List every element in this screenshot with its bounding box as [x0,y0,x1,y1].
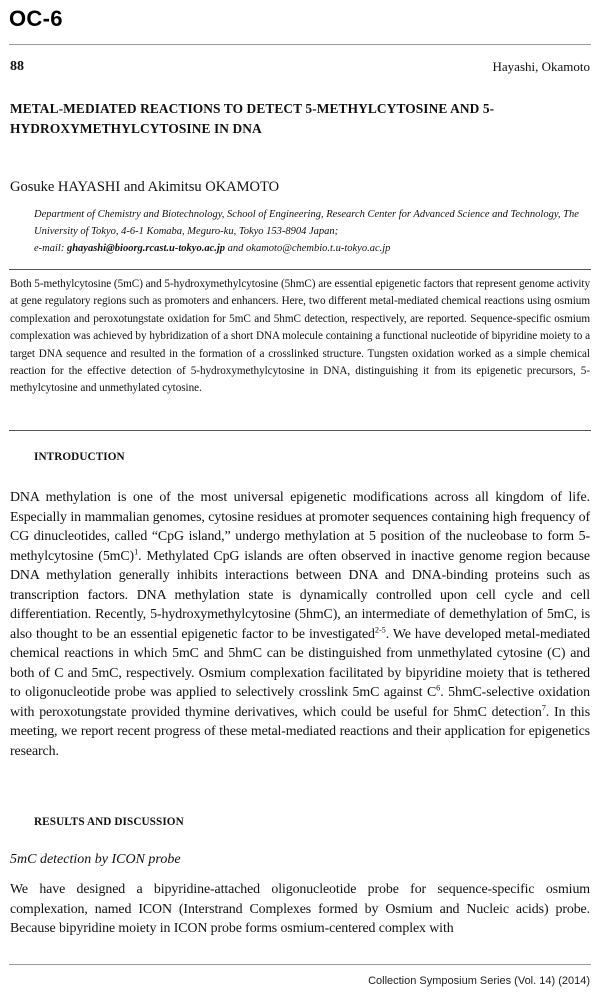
affiliation-block [34,206,590,257]
footer-series: Collection Symposium Series (Vol. 14) (2014) [368,975,590,987]
page-number: 88 [10,59,24,74]
footer-rule [9,964,591,965]
introduction-paragraph [10,488,590,761]
citation-1: 1 [134,546,139,556]
abstract-bottom-rule [9,430,591,431]
results-heading: RESULTS AND DISCUSSION [34,816,184,828]
results-paragraph: We have designed a bipyridine-attached oligonucleotide probe for sequence-specific osmium complexation, named ICON (Interstrand Complexes formed by Osmium and Nucleic acids) probe. Because bipyridine moiety in ICON probe forms osmium-centered complex with [10,882,590,936]
intro-text-1: DNA methylation is one of the most universal epigenetic modifications across all kingdom of life. Especially in mammalian genomes, cytosine residues at promoter sequences containing high frequency of CG dinucleotides, called “CpG island,” undergo methylation at 5 position of the nucleobase to form 5-methylcytosine (5mC) [10,490,590,564]
header-rule [9,44,591,45]
citation-7: 7 [541,702,546,712]
results-subheading: 5mC detection by ICON probe [10,852,181,867]
intro-text-3: . We have developed metal-mediated chemical reactions in which 5mC and 5hmC can be distinguished from unmethylated cytosine (C) and both of C and 5mC, respectively. Osmium complexation facilitated by bipyridine moiety that is tethered to oligonucleotide probe was applied to selectively crosslink 5mC against C [10,626,590,700]
citation-2-5: 2-5 [374,624,386,634]
introduction-heading: INTRODUCTION [34,451,125,463]
abstract-top-rule [9,269,591,270]
running-head: Hayashi, Okamoto [492,59,590,74]
email-prefix: e-mail: [34,243,67,254]
affiliation: Department of Chemistry and Biotechnology, School of Engineering, Research Center for Advanced Science and Technology, The University of Tokyo, 4-6-1 Komaba, Meguro-ku, Tokyo 153-8904 Japan; [34,209,579,237]
intro-text-5: . In this meeting, we report recent progress of these metal-mediated reactions and their application for epigenetics research. [10,704,590,759]
email-link-hayashi[interactable]: ghayashi@bioorg.rcast.u-tokyo.ac.jp [66,243,226,254]
email-link-okamoto[interactable]: okamoto@chembio.t.u-tokyo.ac.jp [246,243,391,254]
paper-title: METAL-MEDIATED REACTIONS TO DETECT 5-METHYLCYTOSINE AND 5-HYDROXYMETHYLCYTOSINE IN DNA [10,101,495,136]
authors: Gosuke HAYASHI and Akimitsu OKAMOTO [10,179,280,195]
abstract: Both 5-methylcytosine (5mC) and 5-hydroxymethylcytosine (5hmC) are essential epigenetic factors that represent genome activity at gene regulatory regions such as promoters and enhancers. Here, two different metal-mediated chemical reactions using osmium complexation and peroxotungstate oxidation for 5mC and 5hmC detection, respectively, are reported. Sequence-specific osmium complexation was achieved by hybridization of a short DNA molecule containing a functional nucleotide of bipyridine moiety to a target DNA sequence and resulted in the formation of a crosslinked structure. Tungsten oxidation worked as a simple chemical reaction for the effective detection of 5-hydroxymethylcytosine in DNA, distinguishing it from its epigenetic precursors, 5-methylcytosine and unmethylated cytosine. [10,278,590,395]
citation-6: 6 [436,683,441,693]
email-join: and [225,243,247,254]
intro-text-4: . 5hmC-selective oxidation with peroxotungstate provided thymine derivatives, which could be useful for 5hmC detection [10,685,591,720]
proceedings-code: OC-6 [9,6,63,31]
intro-text-2: . Methylated CpG islands are often observed in inactive genome region because DNA methylation generally inhibits interactions between DNA and DNA-binding proteins such as transcription factors. DNA methylation state is dynamically controlled upon cell cycle and cell differentiation. Recently, 5-hydroxymethylcytosine (5hmC), an intermediate of demethylation of 5mC, is also thought to be an essential epigenetic factor to be investigated [10,548,590,642]
